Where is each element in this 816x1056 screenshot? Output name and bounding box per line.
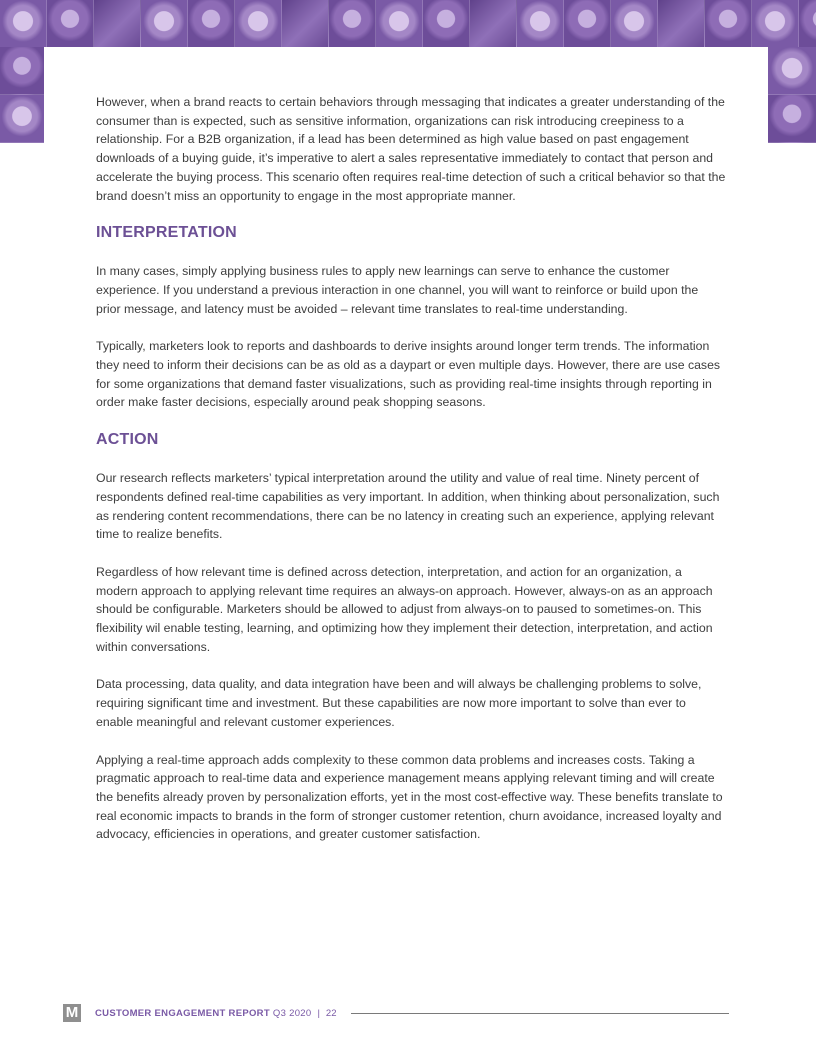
banner-photo (141, 0, 188, 47)
report-period: Q3 2020 (272, 1007, 312, 1019)
action-paragraph: Our research reflects marketers’ typical interpretation around the utility and value of real time. Ninety percent of respondents defined real-time capabilities as very important. In addition, when thinking about personalization, such as rendering content recommendations, there can be no latency in creating such an experience, applying relevant time to realize benefits. (96, 471, 720, 542)
side-photo (768, 95, 816, 143)
banner-photo (423, 0, 470, 47)
photo-banner (0, 0, 816, 47)
banner-photo (799, 0, 816, 47)
page-content (96, 93, 726, 863)
side-photo (0, 47, 44, 95)
section-heading-action: ACTION (96, 431, 159, 449)
page-number: 22 (325, 1007, 337, 1019)
action-paragraph: Applying a real-time approach adds complexity to these common data problems and increases costs. Taking a pragmatic approach to real-time data and experience management means applying relevant timing and will create the benefits already proven by personalization efforts, yet in the most cost-effective way. These benefits translate to real economic impacts to brands in the form of stronger customer retention, churn avoidance, increased loyalty and advocacy, efficiencies in operations, and greater customer satisfaction. (96, 752, 723, 842)
brand-logo: M (63, 1004, 81, 1022)
footer-separator: | (317, 1007, 320, 1019)
side-photo (0, 95, 44, 143)
banner-photo (752, 0, 799, 47)
banner-photo (376, 0, 423, 47)
action-paragraph: Regardless of how relevant time is defined across detection, interpretation, and action for an organization, a modern approach to applying relevant time requires an always-on approach. However, always-on as an approach should be configurable. Marketers should be allowed to adjust from always-on to paused to sometimes-on. This flexibility wil enable testing, learning, and optimizing how they implement their detection, interpretation, and action within conversations. (96, 564, 713, 654)
banner-photo (235, 0, 282, 47)
photo-strip-right (768, 47, 816, 143)
banner-photo (611, 0, 658, 47)
banner-photo (658, 0, 705, 47)
footer-report-title (95, 1008, 311, 1019)
banner-photo (282, 0, 329, 47)
banner-photo (517, 0, 564, 47)
banner-photo (329, 0, 376, 47)
photo-strip-left (0, 47, 44, 143)
page-footer (63, 1004, 729, 1022)
banner-photo (705, 0, 752, 47)
action-paragraph: Data processing, data quality, and data integration have been and will always be challenging problems to solve, requiring significant time and investment. But these capabilities are now more important to solve than ever to enable meaningful and relevant customer experiences. (96, 677, 702, 729)
report-title: CUSTOMER ENGAGEMENT REPORT (95, 1007, 270, 1019)
banner-photo (0, 0, 47, 47)
side-photo (768, 47, 816, 95)
banner-photo (94, 0, 141, 47)
footer-rule (351, 1013, 730, 1014)
section-heading-interpretation: INTERPRETATION (96, 224, 237, 242)
intro-paragraph: However, when a brand reacts to certain behaviors through messaging that indicates a greater understanding of the consumer than is expected, such as sensitive information, organizations can risk introducing creepiness to a relationship. For a B2B organization, if a lead has been determined as high value based on past engagement downloads of a buying guide, it’s imperative to alert a sales representative immediately to contact that person and accelerate the buying process. This scenario often requires real-time detection of such a critical behavior so that the brand doesn’t miss an opportunity to engage in the most appropriate manner. (96, 95, 726, 203)
banner-photo (564, 0, 611, 47)
banner-photo (470, 0, 517, 47)
banner-photo (188, 0, 235, 47)
interpretation-paragraph: Typically, marketers look to reports and dashboards to derive insights around longer term trends. The information they need to inform their decisions can be as old as a daypart or even multiple days. However, there are use cases for some organizations that demand faster visualizations, such as providing real-time insights through reporting in order make faster decisions, especially around peak shopping seasons. (96, 339, 721, 410)
banner-photo (47, 0, 94, 47)
interpretation-paragraph: In many cases, simply applying business rules to apply new learnings can serve to enhance the customer experience. If you understand a previous interaction in one channel, you will want to reinforce or build upon the prior message, and latency must be avoided – relevant time translates to real-time understanding. (96, 264, 699, 316)
